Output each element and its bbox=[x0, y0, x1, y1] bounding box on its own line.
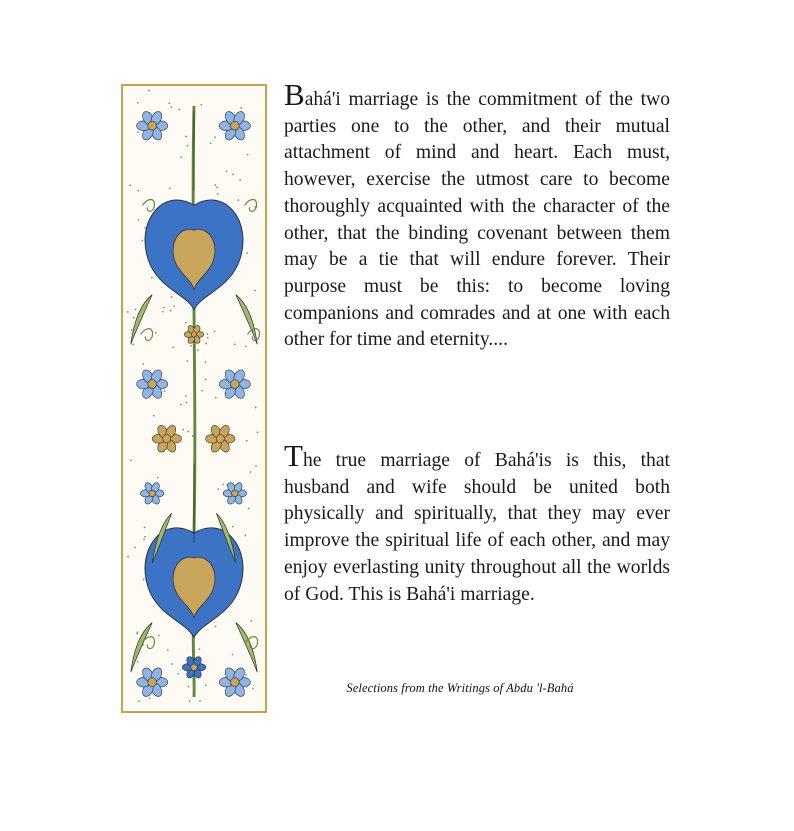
dot bbox=[187, 430, 189, 432]
dot bbox=[131, 329, 133, 331]
flower-8-center bbox=[149, 490, 156, 497]
dot bbox=[240, 107, 242, 109]
dot bbox=[185, 322, 187, 324]
quote-paragraph-2 bbox=[284, 438, 670, 608]
dot bbox=[142, 363, 144, 365]
dot bbox=[250, 620, 252, 622]
paragraph-text: ahá'i marriage is the commitment of the two parties one to the other, and their mutual attachment of mind and heart. Each must, however, exercise the utmost care to become thoroughly acquainted with the character of the other, that the binding covenant between them may be a tie that will endure forever. Their purpose must be this: to become loving companions and comrades and at one with each other for time and eternity.... bbox=[284, 89, 670, 351]
dot bbox=[239, 179, 241, 181]
dot bbox=[246, 440, 248, 442]
dot bbox=[205, 361, 207, 363]
dot bbox=[257, 431, 259, 433]
dot bbox=[130, 460, 132, 462]
dot bbox=[173, 305, 175, 307]
dot bbox=[127, 556, 129, 558]
flower-3-center bbox=[148, 380, 157, 389]
dot bbox=[143, 579, 145, 581]
dot bbox=[214, 184, 216, 186]
dot bbox=[226, 170, 228, 172]
dot bbox=[137, 190, 139, 192]
dot bbox=[151, 277, 153, 279]
dot bbox=[252, 688, 254, 690]
dot bbox=[135, 309, 137, 311]
flower-11-center bbox=[230, 678, 239, 687]
dot bbox=[210, 142, 212, 144]
upper-acanthus-green-leaf-right bbox=[236, 295, 257, 345]
lower-acanthus-green-leaf-left bbox=[131, 623, 152, 673]
dot bbox=[189, 700, 191, 702]
dot bbox=[178, 109, 180, 111]
dot bbox=[172, 346, 174, 348]
dot bbox=[141, 240, 143, 242]
dot bbox=[144, 536, 146, 538]
flower-6-center bbox=[163, 435, 171, 443]
dot bbox=[245, 674, 247, 676]
dot bbox=[246, 252, 248, 254]
dot bbox=[187, 145, 189, 147]
dot bbox=[206, 333, 208, 335]
dot bbox=[180, 156, 182, 158]
dot bbox=[237, 199, 239, 201]
dot bbox=[169, 187, 171, 189]
upper-acanthus-green-leaf-left bbox=[131, 295, 152, 345]
dot bbox=[168, 102, 170, 104]
paragraph-text: he true marriage of Bahá'is is this, that husband and wife should be united both physically and spiritually, that they may ever improve the spiritual life of each other, and may enjoy everlasting unity throughout all the worlds of God. This is Bahá'i marriage. bbox=[284, 450, 670, 605]
dot bbox=[162, 311, 164, 313]
dot bbox=[136, 633, 138, 635]
dot bbox=[171, 663, 173, 665]
dot bbox=[244, 535, 246, 537]
dot bbox=[185, 136, 187, 138]
dot bbox=[205, 684, 207, 686]
flower-2-center bbox=[230, 121, 239, 130]
flower-7-center bbox=[216, 435, 224, 443]
dot bbox=[205, 379, 207, 381]
dot bbox=[247, 154, 249, 156]
dot bbox=[127, 311, 129, 313]
dot bbox=[180, 404, 182, 406]
dot bbox=[137, 661, 139, 663]
dot bbox=[198, 648, 200, 650]
dot bbox=[234, 343, 236, 345]
dot bbox=[250, 471, 252, 473]
dot bbox=[216, 187, 218, 189]
dot bbox=[138, 219, 140, 221]
dot bbox=[201, 390, 203, 392]
dot bbox=[155, 332, 157, 334]
dot bbox=[207, 337, 209, 339]
dot bbox=[232, 526, 234, 528]
dot bbox=[197, 349, 199, 351]
dot bbox=[182, 429, 184, 431]
dot bbox=[185, 395, 187, 397]
tendril-3 bbox=[141, 329, 153, 341]
dot bbox=[158, 635, 160, 637]
dot bbox=[214, 331, 216, 333]
floral-illumination-panel bbox=[121, 84, 267, 713]
tendril-2 bbox=[245, 200, 257, 212]
dot bbox=[144, 526, 146, 528]
flower-12-center bbox=[191, 664, 198, 671]
dot bbox=[132, 343, 134, 345]
dot bbox=[188, 686, 190, 688]
flower-9-center bbox=[232, 490, 239, 497]
dot bbox=[205, 343, 207, 345]
dot bbox=[255, 407, 257, 409]
dot bbox=[190, 345, 192, 347]
dot bbox=[214, 136, 216, 138]
quote-paragraph-1 bbox=[284, 77, 670, 354]
dot bbox=[199, 700, 201, 702]
dot bbox=[254, 290, 256, 292]
dot bbox=[143, 539, 145, 541]
dot bbox=[245, 346, 247, 348]
dot bbox=[215, 397, 217, 399]
dot bbox=[169, 310, 171, 312]
dot bbox=[171, 296, 173, 298]
dot bbox=[144, 227, 146, 229]
dot bbox=[200, 104, 202, 106]
lower-acanthus-green-leaf-right bbox=[236, 623, 257, 673]
dot bbox=[148, 90, 150, 92]
tendril-1 bbox=[142, 200, 154, 212]
dot bbox=[232, 173, 234, 175]
dot bbox=[164, 390, 166, 392]
dot bbox=[177, 673, 179, 675]
drop-cap: B bbox=[284, 77, 305, 112]
dot bbox=[255, 465, 257, 467]
dot bbox=[186, 402, 188, 404]
dot bbox=[215, 626, 217, 628]
dot bbox=[133, 317, 135, 319]
dot bbox=[217, 193, 219, 195]
dot bbox=[232, 654, 234, 656]
dot bbox=[163, 307, 165, 309]
dot bbox=[137, 102, 139, 104]
drop-cap: T bbox=[284, 438, 303, 473]
dot bbox=[248, 507, 250, 509]
dot bbox=[170, 106, 172, 108]
flower-4-center bbox=[230, 380, 239, 389]
dot bbox=[167, 649, 169, 651]
dot bbox=[187, 360, 189, 362]
flower-5-center bbox=[191, 332, 196, 338]
dot bbox=[153, 415, 155, 417]
dot bbox=[157, 477, 159, 479]
dot bbox=[129, 184, 131, 186]
dot bbox=[134, 547, 136, 549]
dot bbox=[137, 131, 139, 133]
dot bbox=[138, 700, 140, 702]
flower-1-center bbox=[148, 121, 157, 130]
attribution-caption: Selections from the Writings of Abdu 'l-Bahá bbox=[346, 681, 574, 695]
dot bbox=[222, 483, 224, 485]
floral-ornament-image bbox=[123, 86, 265, 711]
dot bbox=[217, 488, 219, 490]
dot bbox=[149, 697, 151, 699]
flower-10-center bbox=[148, 678, 157, 687]
